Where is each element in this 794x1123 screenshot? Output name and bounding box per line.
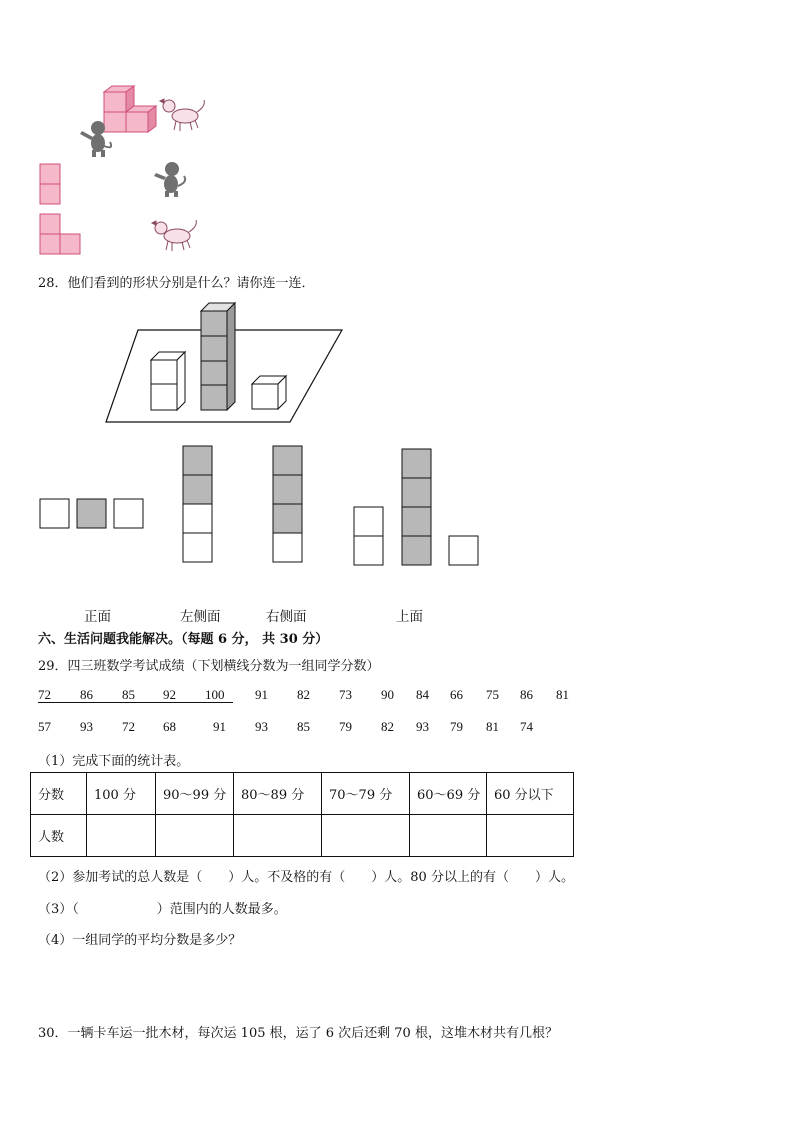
table-row bbox=[31, 815, 574, 857]
answer-cell[interactable] bbox=[487, 815, 574, 857]
answer-cell[interactable] bbox=[410, 815, 487, 857]
score: 86 bbox=[80, 687, 93, 702]
sub-question-1: （1）完成下面的统计表。 bbox=[38, 754, 190, 769]
score: 75 bbox=[486, 687, 499, 702]
table-header-cell: 70～79 分 bbox=[322, 773, 410, 815]
score: 93 bbox=[255, 719, 268, 734]
label-left: 左侧面 bbox=[180, 609, 221, 625]
score: 79 bbox=[339, 719, 352, 734]
score: 85 bbox=[122, 687, 135, 702]
table-header-cell: 90～99 分 bbox=[156, 773, 234, 815]
score: 93 bbox=[416, 719, 429, 734]
sub-question-3: （3）（ ）范围内的人数最多。 bbox=[38, 902, 287, 917]
question-30: 30．一辆卡车运一批木材，每次运 105 根，运了 6 次后还剩 70 根，这堆木材共有几根？ bbox=[38, 1026, 558, 1041]
question-29: 29．四三班数学考试成绩（下划横线分数为一组同学分数） bbox=[38, 659, 380, 674]
score: 66 bbox=[450, 687, 463, 702]
score: 91 bbox=[213, 719, 226, 734]
answer-cell[interactable] bbox=[87, 815, 156, 857]
score: 72 bbox=[38, 687, 51, 702]
table-header-cell: 60 分以下 bbox=[487, 773, 574, 815]
score: 91 bbox=[255, 687, 268, 702]
label-front: 正面 bbox=[84, 609, 111, 625]
table-header-cell: 80～89 分 bbox=[234, 773, 322, 815]
score: 57 bbox=[38, 719, 51, 734]
answer-cell[interactable] bbox=[156, 815, 234, 857]
table-row-label: 人数 bbox=[31, 815, 87, 857]
section-6-heading: 六、生活问题我能解决。（每题 6 分， 共 30 分） bbox=[38, 632, 329, 647]
score: 90 bbox=[381, 687, 394, 702]
score: 84 bbox=[416, 687, 429, 702]
table-header-cell: 分数 bbox=[31, 773, 87, 815]
question-28: 28．他们看到的形状分别是什么？请你连一连． bbox=[38, 276, 315, 291]
score: 79 bbox=[450, 719, 463, 734]
score: 92 bbox=[163, 687, 176, 702]
label-top: 上面 bbox=[396, 609, 423, 625]
sub-question-2: （2）参加考试的总人数是（ ）人。不及格的有（ ）人。80 分以上的有（ ）人。 bbox=[38, 870, 574, 885]
score: 100 bbox=[205, 687, 225, 702]
answer-cell[interactable] bbox=[234, 815, 322, 857]
label-right: 右侧面 bbox=[266, 609, 307, 625]
score: 86 bbox=[520, 687, 533, 702]
table-header-cell: 100 分 bbox=[87, 773, 156, 815]
table-header-cell: 60～69 分 bbox=[410, 773, 487, 815]
score: 81 bbox=[556, 687, 569, 702]
score: 81 bbox=[486, 719, 499, 734]
group-underline bbox=[38, 702, 233, 703]
score: 82 bbox=[297, 687, 310, 702]
sub-question-4: （4）一组同学的平均分数是多少？ bbox=[38, 933, 242, 948]
score: 74 bbox=[520, 719, 533, 734]
table-row bbox=[31, 773, 574, 815]
answer-cell[interactable] bbox=[322, 815, 410, 857]
score: 82 bbox=[381, 719, 394, 734]
statistics-table bbox=[30, 772, 574, 857]
score: 85 bbox=[297, 719, 310, 734]
score: 93 bbox=[80, 719, 93, 734]
score: 72 bbox=[122, 719, 135, 734]
score: 68 bbox=[163, 719, 176, 734]
score: 73 bbox=[339, 687, 352, 702]
